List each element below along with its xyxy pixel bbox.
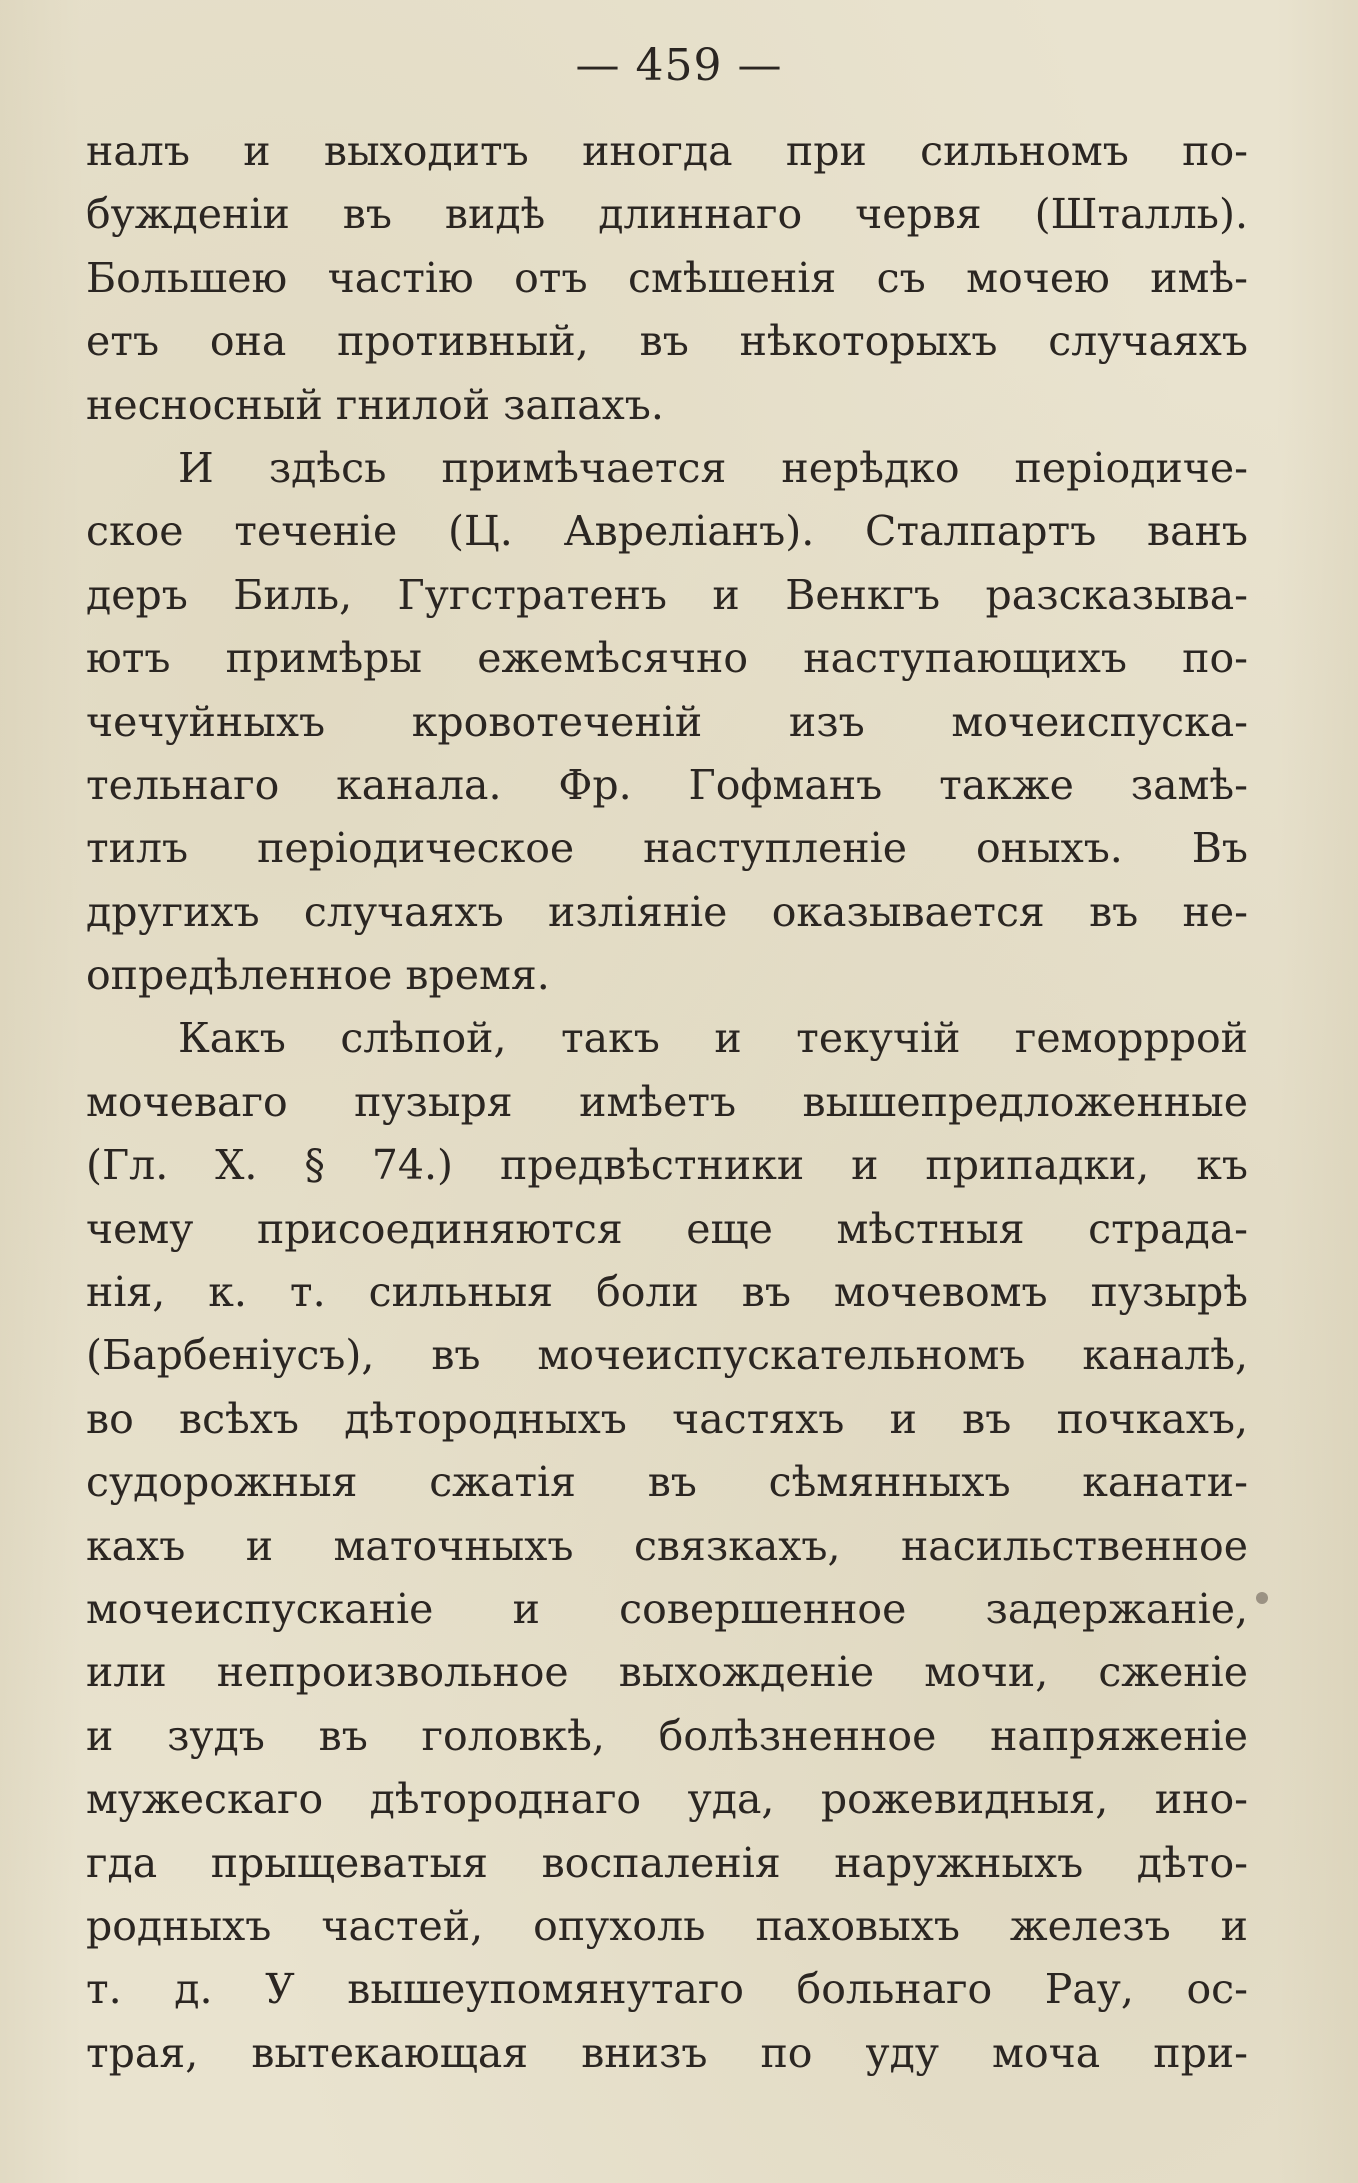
text-line: кахъ и маточныхъ связкахъ, насильственное [86, 1521, 1248, 1570]
text-line: налъ и выходитъ иногда при сильномъ по- [86, 127, 1248, 175]
text-line: трая, вытекающая внизъ по уду моча при- [86, 2028, 1248, 2077]
text-line: мочеиспусканіе и совершенное задержаніе, [86, 1584, 1248, 1633]
text-line: и зудъ въ головкѣ, болѣзненное напряженіе [86, 1711, 1248, 1760]
text-line: Большею частію отъ смѣшенія съ мочею имѣ- [86, 253, 1248, 302]
text-line: нія, к. т. сильныя боли въ мочевомъ пузырѣ [86, 1268, 1248, 1317]
text-line: опредѣленное время. [86, 951, 550, 1000]
text-line: бужденіи въ видѣ длиннаго червя (Шталль). [86, 190, 1248, 239]
text-line: тилъ періодическое наступленіе оныхъ. Въ [86, 824, 1248, 873]
ink-spot [1256, 1592, 1268, 1604]
text-line: ское теченіе (Ц. Аврелiанъ). Сталпартъ ванъ [86, 507, 1248, 556]
text-line: деръ Биль, Гугстратенъ и Венкгъ разсказыва- [86, 570, 1248, 619]
text-line: судорожныя сжатія въ сѣмянныхъ канати- [86, 1458, 1248, 1507]
text-line: мочеваго пузыря имѣетъ вышепредложенные [86, 1077, 1248, 1126]
text-line: И здѣсь примѣчается нерѣдко періодиче- [178, 443, 1248, 492]
page-number: — 459 — [575, 40, 783, 91]
text-line: (Гл. X. § 74.) предвѣстники и припадки, къ [86, 1141, 1248, 1190]
text-line: во всѣхъ дѣтородныхъ частяхъ и въ почкахъ, [86, 1394, 1248, 1443]
text-line: другихъ случаяхъ изліяніе оказывается въ не- [86, 887, 1248, 936]
text-line: мужескаго дѣтороднаго уда, рожевидныя, ино- [86, 1775, 1248, 1824]
text-line: (Барбенiусъ), въ мочеиспускательномъ каналѣ, [86, 1331, 1248, 1380]
text-line: т. д. У вышеупомянутаго больнаго Рау, ос- [86, 1965, 1248, 2014]
text-line: етъ она противный, въ нѣкоторыхъ случаяхъ [86, 317, 1248, 366]
text-line: родныхъ частей, опухоль паховыхъ железъ и [86, 1901, 1248, 1950]
body-text [86, 120, 1248, 2085]
text-line: чечуйныхъ кровотеченій изъ мочеиспуска- [86, 697, 1248, 746]
text-line: несносный гнилой запахъ. [86, 380, 664, 429]
text-line: тельнаго канала. Фр. Гофманъ также замѣ- [86, 760, 1248, 809]
text-line: Какъ слѣпой, такъ и текучій геморррой [178, 1014, 1248, 1063]
text-line: или непроизвольное выхожденіе мочи, сженіе [86, 1648, 1248, 1697]
text-line: чему присоединяются еще мѣстныя страда- [86, 1204, 1248, 1253]
text-line: гда прыщеватыя воспаленія наружныхъ дѣто- [86, 1838, 1248, 1887]
text-line: ютъ примѣры ежемѣсячно наступающихъ по- [86, 634, 1248, 683]
